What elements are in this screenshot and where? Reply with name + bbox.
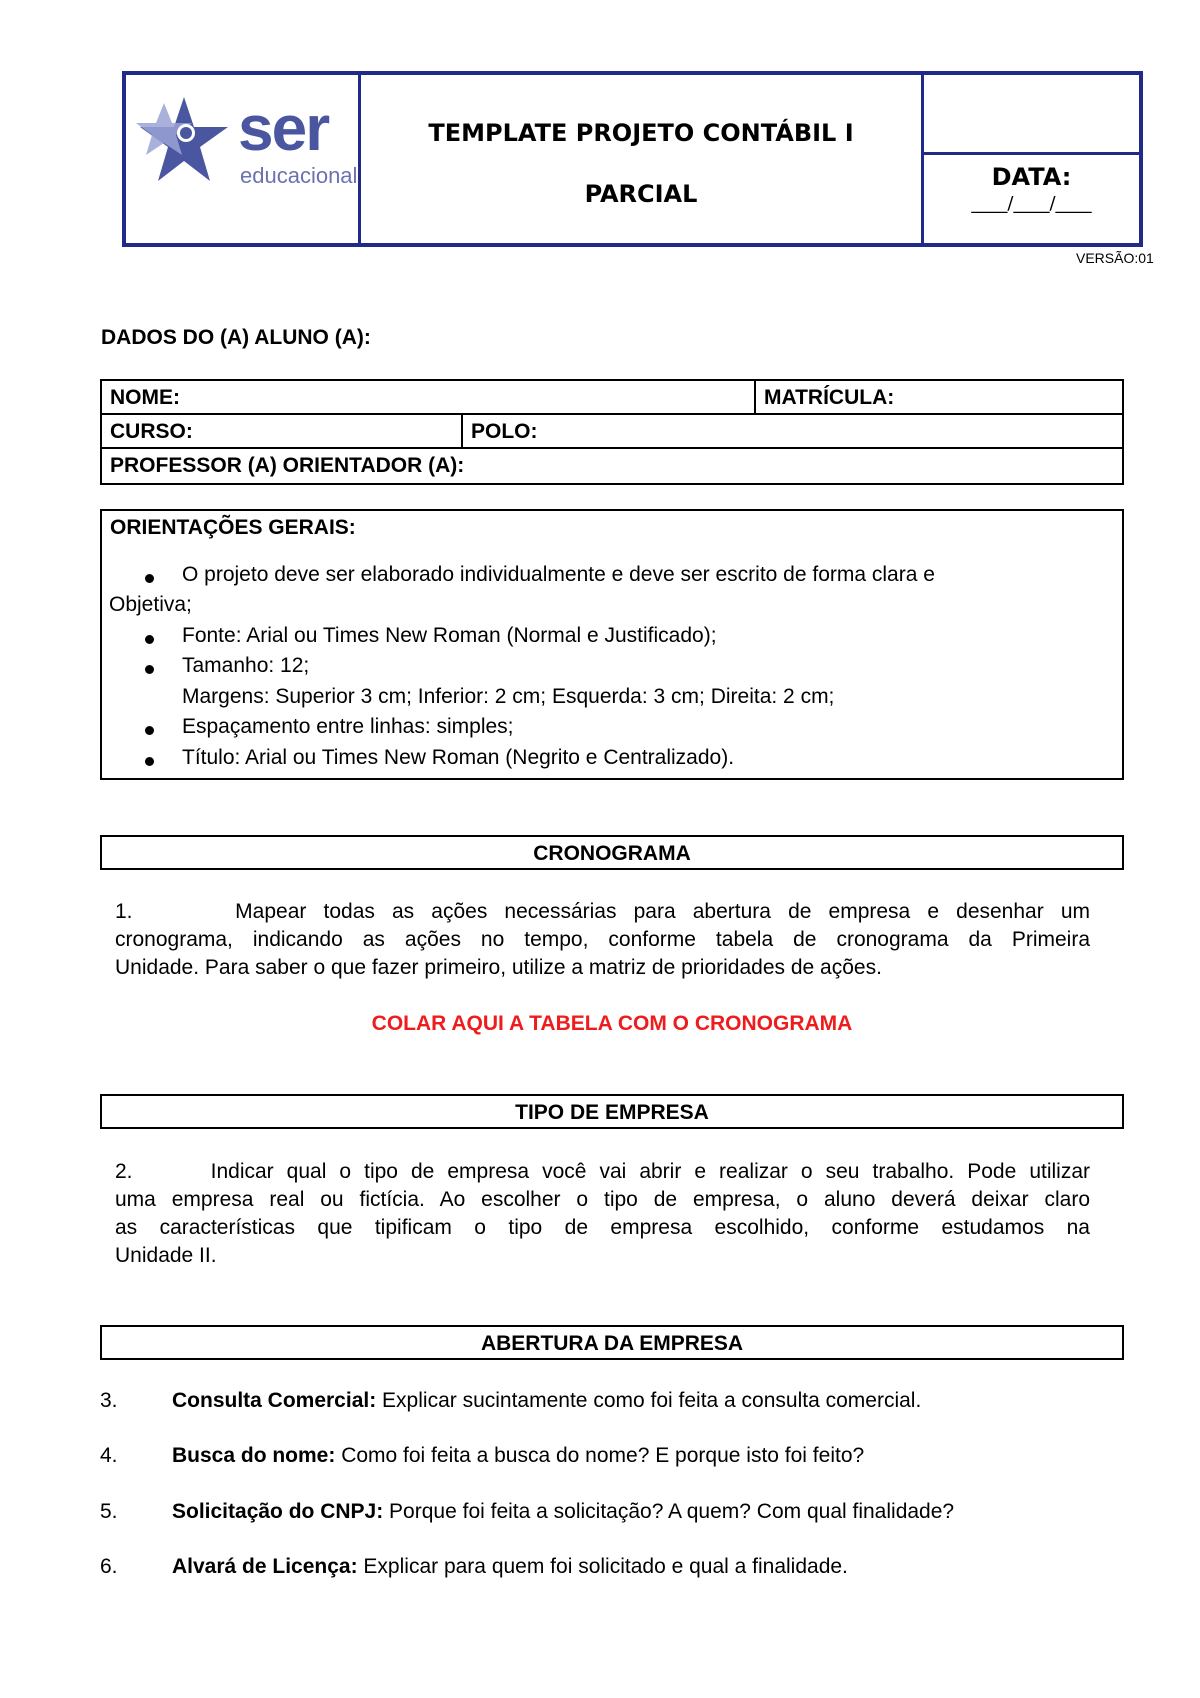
cronograma-paragraph [115,898,1090,982]
list-item: Margens: Superior 3 cm; Inferior: 2 cm; Esquerda: 3 cm; Direita: 2 cm; [182,685,835,708]
logo-cell [126,75,361,243]
polo-field[interactable]: POLO: [461,415,1122,447]
abertura-heading: ABERTURA DA EMPRESA [100,1325,1124,1360]
curso-field[interactable]: CURSO: [110,420,193,443]
paragraph-line: 1. Mapear todas as ações necessárias para abertura de empresa e desenhar um [115,900,1090,923]
table-row [102,415,1122,449]
item-text: Explicar sucintamente como foi feita a consulta comercial. [376,1389,922,1412]
paragraph-line: as características que tipificam o tipo de empresa escolhido, conforme estudamos na [115,1216,1090,1239]
table-row [102,381,1122,415]
cronograma-heading: CRONOGRAMA [100,835,1124,870]
document-header [122,71,1143,247]
guidelines-title: ORIENTAÇÕES GERAIS: [110,516,356,539]
item-title: Busca do nome: [172,1444,336,1467]
paragraph-line: Unidade. Para saber o que fazer primeiro, utilize a matriz de prioridades de ações. [115,956,882,979]
paragraph-line: cronograma, indicando as ações no tempo, conforme tabela de cronograma da Primeira [115,928,1090,951]
list-item: Tamanho: 12; [182,654,310,677]
paragraph-line: Unidade II. [115,1244,217,1267]
tipo-empresa-heading: TIPO DE EMPRESA [100,1094,1124,1129]
bullet-icon [145,635,154,644]
date-blank: ____/____/____ [971,193,1092,214]
table-row [102,449,1122,483]
student-data-table [100,379,1124,485]
matricula-field[interactable]: MATRÍCULA: [754,381,1122,413]
date-cell [924,75,1139,243]
blank-cell [924,75,1139,155]
title-cell [361,75,924,243]
list-item: Fonte: Arial ou Times New Roman (Normal e Justificado); [182,624,717,647]
item-number: 3. [100,1389,118,1412]
list-item: Objetiva; [109,593,192,616]
list-item: Título: Arial ou Times New Roman (Negrito e Centralizado). [182,746,735,769]
paste-table-note: COLAR AQUI A TABELA COM O CRONOGRAMA [371,1012,853,1035]
bullet-icon [145,665,154,674]
bullet-icon [145,726,154,735]
paragraph-line: uma empresa real ou fictícia. Ao escolher o tipo de empresa, o aluno deverá deixar claro [115,1188,1090,1211]
item-title: Solicitação do CNPJ: [172,1500,384,1523]
item-text: Porque foi feita a solicitação? A quem? Com qual finalidade? [383,1500,955,1523]
document-subtitle: PARCIAL [584,180,698,208]
student-section-label: DADOS DO (A) ALUNO (A): [101,326,371,349]
logo-subtitle: educacional [240,163,358,188]
professor-field[interactable]: PROFESSOR (A) ORIENTADOR (A): [110,454,465,477]
item-title: Consulta Comercial: [172,1389,377,1412]
item-text: Explicar para quem foi solicitado e qual a finalidade. [357,1555,848,1578]
star-person-logo-icon [134,93,234,193]
item-text: Como foi feita a busca do nome? E porque isto foi feito? [335,1444,865,1467]
tipo-empresa-paragraph [115,1158,1090,1270]
bullet-icon [145,574,154,583]
list-item: Espaçamento entre linhas: simples; [182,715,514,738]
list-item: O projeto deve ser elaborado individualmente e deve ser escrito de forma clara e [182,563,935,586]
item-title: Alvará de Licença: [172,1555,358,1578]
paragraph-line: 2. Indicar qual o tipo de empresa você vai abrir e realizar o seu trabalho. Pode utilizar [115,1160,1090,1183]
general-guidelines-box [100,509,1124,780]
nome-field[interactable]: NOME: [110,386,180,409]
item-number: 5. [100,1500,118,1523]
bullet-icon [145,757,154,766]
item-number: 4. [100,1444,118,1467]
logo-wordmark: ser [238,92,329,164]
date-label: DATA: [991,163,1072,191]
version-label: VERSÃO:01 [1076,250,1154,266]
item-number: 6. [100,1555,118,1578]
document-title: TEMPLATE PROJETO CONTÁBIL I [428,119,854,147]
